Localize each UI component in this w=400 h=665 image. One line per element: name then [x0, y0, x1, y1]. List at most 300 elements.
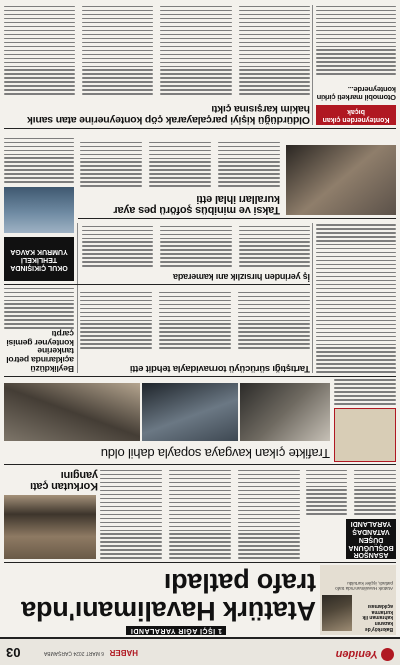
body-text-line	[169, 545, 231, 547]
body-text-line	[4, 62, 75, 64]
smuggling-headline: Otomobil marketi çirkin konteynerde...	[316, 85, 396, 102]
body-text-line	[238, 339, 310, 341]
divider	[77, 223, 78, 373]
body-text-line	[316, 359, 396, 361]
body-text-line	[316, 256, 396, 258]
body-text-line	[82, 42, 153, 44]
body-text-line	[100, 522, 162, 524]
body-text-line	[80, 177, 142, 179]
text-column	[218, 137, 280, 187]
body-text-line	[355, 490, 397, 492]
body-text-line	[334, 399, 396, 401]
body-text-line	[169, 478, 231, 480]
body-text-line	[4, 165, 74, 167]
body-text-line	[4, 154, 74, 156]
body-text-line	[238, 553, 300, 555]
body-text-line	[161, 10, 232, 12]
body-text-line	[161, 70, 232, 72]
body-text-line	[316, 304, 396, 306]
body-text-line	[4, 292, 74, 294]
body-text-line	[239, 34, 310, 36]
body-text-line	[80, 316, 152, 318]
body-text-line	[316, 26, 396, 28]
body-text-line	[316, 363, 396, 365]
body-text-line	[316, 292, 396, 294]
body-text-line	[4, 296, 74, 298]
text-column	[238, 469, 300, 559]
body-text-line	[316, 69, 396, 71]
body-text-line	[161, 81, 232, 83]
body-text-line	[238, 343, 310, 345]
body-text-line	[218, 173, 280, 175]
body-text-line	[80, 142, 142, 144]
body-text-line	[100, 486, 162, 488]
middle-left-text	[316, 223, 396, 373]
body-text-line	[169, 541, 231, 543]
body-text-line	[316, 73, 396, 75]
body-text-line	[149, 165, 211, 167]
body-text-line	[355, 470, 397, 472]
body-text-line	[80, 304, 152, 306]
body-text-line	[316, 296, 396, 298]
body-text-line	[306, 505, 348, 507]
body-text-line	[100, 526, 162, 528]
body-text-line	[169, 498, 231, 500]
body-text-line	[334, 383, 396, 385]
divider	[4, 284, 310, 285]
body-text-line	[161, 22, 232, 24]
body-text-line	[169, 526, 231, 528]
body-text-line	[4, 70, 75, 72]
body-text-line	[161, 73, 232, 75]
body-text-line	[4, 26, 75, 28]
body-text-line	[159, 331, 231, 333]
body-text-line	[316, 276, 396, 278]
body-text-line	[316, 224, 396, 226]
red-badge	[334, 408, 396, 462]
teaser-text-1: Bakırköy'de kazanın kahraman ilk kurtarma açıklaması	[362, 603, 393, 632]
body-text-line	[161, 26, 232, 28]
body-text-line	[159, 343, 231, 345]
brand-logo	[336, 648, 394, 661]
text-column	[80, 289, 152, 349]
body-text-line	[239, 253, 310, 255]
body-text-line	[239, 85, 310, 87]
body-text-line	[316, 320, 396, 322]
body-text-line	[238, 518, 300, 520]
body-text-line	[169, 494, 231, 496]
body-text-line	[239, 261, 310, 263]
body-text-line	[239, 66, 310, 68]
body-text-line	[100, 506, 162, 508]
body-text-line	[238, 470, 300, 472]
text-column	[160, 223, 231, 267]
body-text-line	[316, 57, 396, 59]
body-text-line	[160, 230, 231, 232]
body-text-line	[161, 14, 232, 16]
text-column	[149, 137, 211, 187]
body-text-line	[159, 339, 231, 341]
body-text-line	[100, 557, 162, 559]
body-text-line	[149, 146, 211, 148]
body-text-line	[355, 509, 397, 511]
traffic-photo-1	[240, 383, 330, 441]
body-text-line	[82, 249, 153, 251]
body-text-line	[316, 236, 396, 238]
body-text-line	[355, 501, 397, 503]
body-text-line	[82, 265, 153, 267]
logo-mark-icon	[381, 648, 394, 661]
text-column	[316, 5, 396, 75]
divider	[4, 464, 396, 465]
body-text-line	[80, 320, 152, 322]
body-text-line	[80, 181, 142, 183]
body-text-line	[355, 497, 397, 499]
callout-box-knife: Konteynerden çıkan bıçak	[316, 105, 396, 125]
fuel-story-text	[4, 283, 74, 329]
body-text-line	[316, 308, 396, 310]
body-text-line	[239, 30, 310, 32]
body-text-line	[316, 240, 396, 242]
body-text-line	[316, 272, 396, 274]
body-text-line	[316, 248, 396, 250]
body-text-line	[239, 73, 310, 75]
body-text-line	[80, 185, 142, 187]
body-text-line	[161, 66, 232, 68]
body-text-line	[82, 62, 153, 64]
body-text-line	[316, 42, 396, 44]
body-text-line	[239, 257, 310, 259]
body-text-line	[100, 482, 162, 484]
body-text-line	[316, 34, 396, 36]
body-text-line	[306, 470, 348, 472]
text-column	[169, 469, 231, 559]
body-text-line	[316, 336, 396, 338]
masthead	[0, 637, 400, 665]
body-text-line	[4, 288, 74, 290]
body-text-line	[82, 93, 153, 95]
body-text-line	[82, 70, 153, 72]
body-text-line	[169, 534, 231, 536]
body-text-line	[4, 38, 75, 40]
body-text-line	[316, 14, 396, 16]
body-text-line	[4, 173, 74, 175]
body-text-line	[316, 367, 396, 369]
body-text-line	[4, 54, 75, 56]
body-text-line	[80, 154, 142, 156]
body-text-line	[316, 328, 396, 330]
camera-story-text	[82, 223, 310, 267]
body-text-line	[159, 304, 231, 306]
body-text-line	[169, 490, 231, 492]
body-text-line	[238, 300, 310, 302]
body-text-line	[306, 513, 348, 515]
text-column	[4, 5, 75, 95]
body-text-line	[238, 506, 300, 508]
body-text-line	[100, 478, 162, 480]
body-text-line	[4, 93, 75, 95]
body-text-line	[239, 93, 310, 95]
body-text-line	[316, 65, 396, 67]
body-text-line	[316, 232, 396, 234]
lead-story	[4, 565, 316, 635]
body-text-line	[238, 327, 310, 329]
body-text-line	[82, 18, 153, 20]
body-text-line	[80, 339, 152, 341]
divider	[312, 5, 313, 125]
text-column	[238, 289, 310, 349]
body-text-line	[160, 265, 231, 267]
body-text-line	[161, 62, 232, 64]
body-text-line	[239, 42, 310, 44]
body-text-line	[169, 470, 231, 472]
body-text-line	[82, 66, 153, 68]
body-text-line	[149, 181, 211, 183]
body-text-line	[100, 545, 162, 547]
traffic-headline: Trafikte çıkan kavgaya sopayla dahil oldu	[100, 446, 330, 461]
body-text-line	[316, 30, 396, 32]
body-text-line	[239, 14, 310, 16]
body-text-line	[80, 173, 142, 175]
body-text-line	[80, 327, 152, 329]
body-text-line	[355, 478, 397, 480]
body-text-line	[161, 54, 232, 56]
body-text-line	[4, 307, 74, 309]
body-text-line	[159, 316, 231, 318]
body-text-line	[238, 292, 310, 294]
body-text-line	[238, 474, 300, 476]
body-text-line	[239, 77, 310, 79]
body-text-line	[316, 355, 396, 357]
body-text-line	[316, 18, 396, 20]
body-text-line	[82, 6, 153, 8]
body-text-line	[316, 344, 396, 346]
body-text-line	[161, 30, 232, 32]
text-column	[306, 469, 348, 515]
body-text-line	[316, 244, 396, 246]
body-text-line	[169, 474, 231, 476]
body-text-line	[238, 320, 310, 322]
body-text-line	[4, 177, 74, 179]
body-text-line	[238, 510, 300, 512]
body-text-line	[334, 380, 396, 382]
body-text-line	[238, 541, 300, 543]
body-text-line	[169, 486, 231, 488]
body-text-line	[4, 89, 75, 91]
taxi-photo	[286, 145, 396, 215]
body-text-line	[4, 181, 74, 183]
body-text-line	[239, 226, 310, 228]
body-text-line	[4, 81, 75, 83]
body-text-line	[161, 89, 232, 91]
body-text-line	[160, 261, 231, 263]
lead-photo-airport	[4, 495, 96, 559]
body-text-line	[334, 391, 396, 393]
body-text-line	[100, 474, 162, 476]
body-text-line	[160, 226, 231, 228]
body-text-line	[239, 81, 310, 83]
body-text-line	[4, 158, 74, 160]
body-text-line	[80, 308, 152, 310]
body-text-line	[80, 165, 142, 167]
body-text-line	[306, 486, 348, 488]
text-column	[239, 223, 310, 267]
body-text-line	[161, 42, 232, 44]
body-text-line	[306, 478, 348, 480]
body-text-line	[161, 50, 232, 52]
body-text-line	[316, 348, 396, 350]
body-text-line	[238, 486, 300, 488]
body-text-line	[82, 257, 153, 259]
body-text-line	[334, 395, 396, 397]
body-text-line	[239, 265, 310, 267]
body-text-line	[161, 6, 232, 8]
text-column	[4, 133, 74, 183]
body-text-line	[218, 169, 280, 171]
body-text-line	[169, 510, 231, 512]
traffic-photo-3	[4, 383, 140, 441]
body-text-line	[82, 238, 153, 240]
body-text-line	[218, 185, 280, 187]
body-text-line	[80, 324, 152, 326]
body-text-line	[149, 169, 211, 171]
teaser-photo	[322, 595, 352, 631]
body-text-line	[239, 10, 310, 12]
body-text-line	[4, 22, 75, 24]
body-text-line	[316, 312, 396, 314]
body-text-line	[239, 58, 310, 60]
elevator-story-text	[306, 469, 396, 515]
body-text-line	[161, 85, 232, 87]
body-text-line	[4, 50, 75, 52]
body-text-line	[100, 498, 162, 500]
body-text-line	[160, 249, 231, 251]
body-text-line	[169, 557, 231, 559]
body-text-line	[159, 296, 231, 298]
text-column	[159, 289, 231, 349]
body-text-line	[100, 470, 162, 472]
body-text-line	[4, 150, 74, 152]
body-text-line	[160, 257, 231, 259]
body-text-line	[159, 320, 231, 322]
body-text-line	[160, 253, 231, 255]
callout-box-school-fight: OKUL ÇIKIŞINDA TEHLİKELİ YUMRUK KAVGA	[4, 237, 74, 281]
body-text-line	[82, 245, 153, 247]
body-text-line	[306, 474, 348, 476]
body-text-line	[82, 26, 153, 28]
body-text-line	[161, 46, 232, 48]
body-text-line	[82, 85, 153, 87]
body-text-line	[238, 534, 300, 536]
body-text-line	[100, 553, 162, 555]
body-text-line	[239, 242, 310, 244]
body-text-line	[82, 242, 153, 244]
body-text-line	[316, 284, 396, 286]
body-text-line	[80, 347, 152, 349]
body-text-line	[100, 510, 162, 512]
body-text-line	[149, 150, 211, 152]
body-text-line	[238, 498, 300, 500]
traffic-photo-2	[142, 383, 238, 441]
body-text-line	[4, 146, 74, 148]
body-text-line	[149, 185, 211, 187]
body-text-line	[316, 252, 396, 254]
body-text-line	[239, 50, 310, 52]
body-text-line	[316, 46, 396, 48]
body-text-line	[169, 514, 231, 516]
body-text-line	[80, 296, 152, 298]
body-text-line	[239, 6, 310, 8]
body-text-line	[159, 324, 231, 326]
text-column	[4, 283, 74, 329]
body-text-line	[238, 502, 300, 504]
body-text-line	[355, 505, 397, 507]
body-text-line	[149, 154, 211, 156]
body-text-line	[4, 58, 75, 60]
body-text-line	[82, 77, 153, 79]
body-text-line	[4, 323, 74, 325]
body-text-line	[80, 312, 152, 314]
body-text-line	[161, 34, 232, 36]
body-text-line	[316, 260, 396, 262]
body-text-line	[82, 14, 153, 16]
body-text-line	[355, 513, 397, 515]
body-text-line	[160, 234, 231, 236]
body-text-line	[4, 300, 74, 302]
body-text-line	[239, 230, 310, 232]
divider	[78, 218, 396, 219]
body-text-line	[4, 85, 75, 87]
body-text-line	[316, 316, 396, 318]
body-text-line	[4, 66, 75, 68]
body-text-line	[80, 150, 142, 152]
text-column	[100, 469, 162, 559]
body-text-line	[169, 549, 231, 551]
body-text-line	[4, 30, 75, 32]
body-text-line	[82, 81, 153, 83]
body-text-line	[4, 142, 74, 144]
body-text-line	[4, 319, 74, 321]
teaser-column	[320, 565, 396, 635]
body-text-line	[306, 509, 348, 511]
body-text-line	[149, 177, 211, 179]
body-text-line	[159, 300, 231, 302]
body-text-line	[238, 522, 300, 524]
divider	[312, 223, 313, 373]
body-text-line	[4, 327, 74, 329]
body-text-line	[80, 292, 152, 294]
body-text-line	[161, 58, 232, 60]
body-text-line	[169, 553, 231, 555]
body-text-line	[316, 371, 396, 373]
body-text-line	[238, 335, 310, 337]
body-text-line	[80, 146, 142, 148]
body-text-line	[238, 324, 310, 326]
body-text-line	[82, 34, 153, 36]
body-text-line	[355, 482, 397, 484]
body-text-line	[82, 22, 153, 24]
body-text-line	[161, 77, 232, 79]
body-text-line	[100, 541, 162, 543]
body-text-line	[316, 332, 396, 334]
body-text-line	[100, 494, 162, 496]
body-text-line	[4, 161, 74, 163]
body-text-line	[316, 61, 396, 63]
body-text-line	[316, 300, 396, 302]
text-column	[161, 5, 232, 95]
fuel-tanker-headline: Beylikdüzü açıklarında petrol tankerine konteyner gemisi çarptı	[6, 328, 74, 374]
body-text-line	[82, 226, 153, 228]
